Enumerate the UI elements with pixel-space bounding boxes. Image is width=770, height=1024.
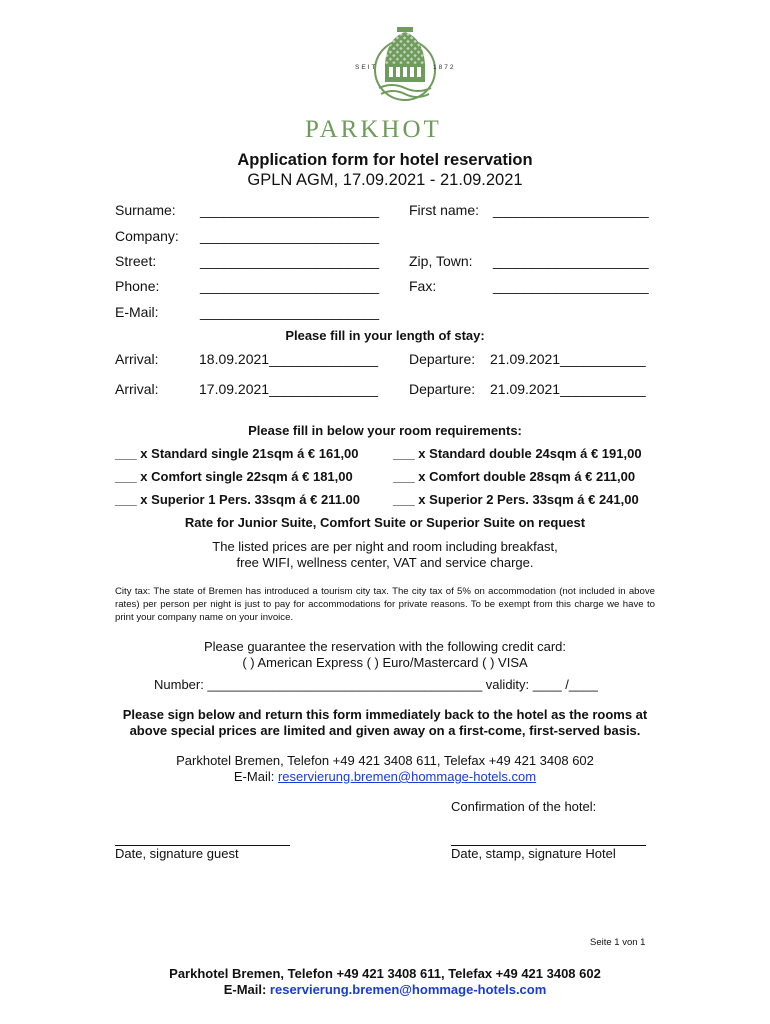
page-title: Application form for hotel reservation (237, 151, 533, 169)
footer-email-link[interactable]: reservierung.bremen@hommage-hotels.com (269, 982, 547, 997)
room-option[interactable]: ___ x Standard single 21sqm á € 161,00 (115, 446, 359, 461)
first-name-label: First name: (409, 202, 480, 218)
zip-town-label: Zip, Town: (409, 253, 473, 269)
hotel-confirmation-label: Confirmation of the hotel: (451, 799, 597, 814)
stay-heading: Please fill in your length of stay: (285, 328, 485, 343)
surname-field[interactable]: _______________________ (200, 202, 380, 218)
room-option[interactable]: ___ x Comfort double 28sqm á € 211,00 (393, 469, 636, 484)
surname-label: Surname: (115, 202, 176, 218)
contact-line: Parkhotel Bremen, Telefon +49 421 3408 611, Telefax +49 421 3408 602 (176, 753, 594, 768)
card-number-field[interactable]: Number: ______________________________________ validity: ____ /____ (154, 677, 598, 692)
contact-email (0, 769, 770, 784)
price-note-1: The listed prices are per night and room including breakfast, (212, 539, 558, 554)
page-number: Seite 1 von 1 (590, 937, 646, 948)
logo-wordmark: PARKHOT (305, 116, 442, 143)
departure-date-field[interactable]: 21.09.2021___________ (490, 351, 646, 367)
credit-card-options[interactable]: ( ) American Express ( ) Euro/Mastercard ( ) VISA (242, 655, 528, 670)
room-option[interactable]: ___ x Comfort single 22sqm á € 181,00 (115, 469, 353, 484)
first-name-field[interactable]: ____________________ (493, 202, 649, 218)
footer-email-label: E-Mail: (223, 982, 270, 997)
phone-label: Phone: (115, 278, 160, 294)
departure-label: Departure: (409, 351, 476, 367)
hotel-signature-label: Date, stamp, signature Hotel (451, 846, 616, 861)
fax-label: Fax: (409, 278, 437, 294)
company-field[interactable]: _______________________ (200, 228, 380, 244)
price-note-2: free WIFI, wellness center, VAT and service charge. (236, 555, 534, 570)
contact-email-link[interactable]: reservierung.bremen@hommage-hotels.com (277, 769, 537, 784)
phone-field[interactable]: _______________________ (200, 278, 380, 294)
room-option[interactable]: ___ x Standard double 24sqm á € 191,00 (393, 446, 642, 461)
suite-note: Rate for Junior Suite, Comfort Suite or Superior Suite on request (184, 515, 586, 530)
street-label: Street: (115, 253, 157, 269)
room-option[interactable]: ___ x Superior 2 Pers. 33sqm á € 241,00 (393, 492, 639, 507)
fax-field[interactable]: ____________________ (493, 278, 649, 294)
contact-email-label: E-Mail: (233, 769, 278, 784)
sign-notice-2: above special prices are limited and given away on a first-come, first-served basis. (129, 723, 641, 738)
company-label: Company: (115, 228, 179, 244)
departure-label: Departure: (409, 381, 476, 397)
street-field[interactable]: _______________________ (200, 253, 380, 269)
arrival-date-field[interactable]: 17.09.2021______________ (199, 381, 379, 397)
city-tax-note: City tax: The state of Bremen has introduced a tourism city tax. The city tax of 5% on accommodation (not included in above rates) per person per night is just to pay for accommodations for private reasons. To be exempt from this charge we have to print your company name on your invoice. (115, 586, 655, 623)
email-label: E-Mail: (115, 304, 159, 320)
rooms-heading: Please fill in below your room requirements: (248, 423, 522, 438)
room-option[interactable]: ___ x Superior 1 Pers. 33sqm á € 211.00 (115, 492, 360, 507)
footer-email (0, 982, 770, 997)
logo-seit: SEIT (355, 64, 378, 71)
logo-year: 1872 (433, 64, 456, 71)
guest-signature-label: Date, signature guest (115, 846, 239, 861)
event-subtitle: GPLN AGM, 17.09.2021 - 21.09.2021 (247, 171, 523, 189)
email-field[interactable]: _______________________ (200, 304, 380, 320)
zip-town-field[interactable]: ____________________ (493, 253, 649, 269)
credit-card-prompt: Please guarantee the reservation with the following credit card: (203, 639, 567, 654)
footer-contact: Parkhotel Bremen, Telefon +49 421 3408 611, Telefax +49 421 3408 602 (169, 966, 601, 981)
departure-date-field[interactable]: 21.09.2021___________ (490, 381, 646, 397)
arrival-label: Arrival: (115, 381, 159, 397)
arrival-label: Arrival: (115, 351, 159, 367)
arrival-date-field[interactable]: 18.09.2021______________ (199, 351, 379, 367)
sign-notice-1: Please sign below and return this form immediately back to the hotel as the rooms at (122, 707, 648, 722)
